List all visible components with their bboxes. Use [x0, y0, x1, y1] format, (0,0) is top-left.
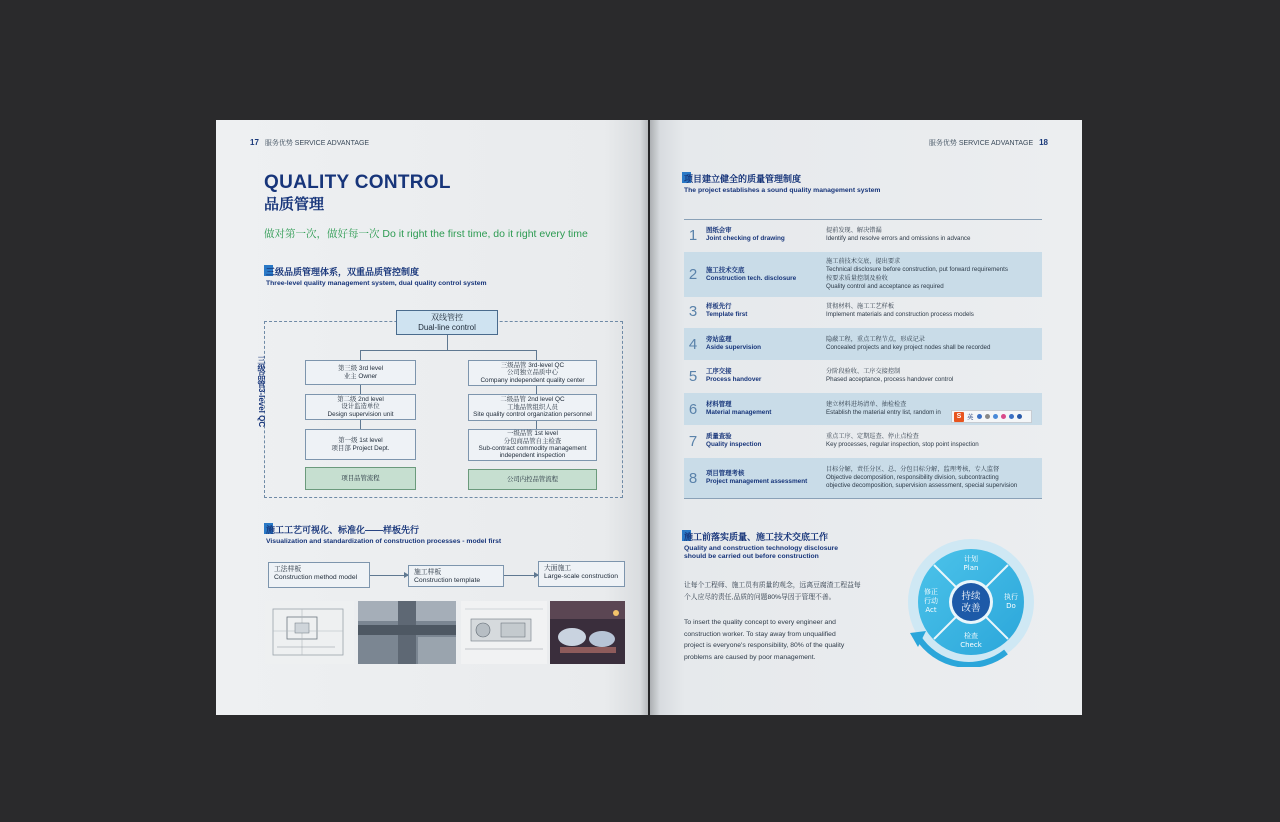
- pdca-cycle-diagram: [906, 537, 1036, 667]
- ime-toolbar[interactable]: [951, 410, 1032, 423]
- toolbox-icon[interactable]: [1009, 414, 1014, 419]
- steel-beam-image: [358, 601, 456, 664]
- paragraph-en: To insert the quality concept to every engineer and construction worker. To stay away from unqualified project is everyone's responsibility, 80% of the quality problems are caused by poor management.: [684, 619, 845, 662]
- item-title: 质量查验 Quality inspection: [706, 433, 762, 448]
- item-desc: 目标分解，责任分区、总、分包目标分解，监理考核，专人监督 Objective decomposition, responsibility division, subcontracting objective decomposition, supervision assessment, special supervision: [826, 465, 1018, 490]
- list-item: [684, 458, 1042, 498]
- pdca-check-en: Check: [960, 641, 982, 649]
- section-title-cn: 施工前落实质量、施工技术交底工作: [684, 532, 829, 542]
- list-item: [684, 296, 1042, 326]
- right-page: [650, 120, 1082, 715]
- box-text: 工地品管组织人员: [506, 403, 559, 411]
- item-number: 6: [688, 400, 698, 418]
- page-title: QUALITY CONTROL: [264, 172, 451, 193]
- flow-step-method-model: [268, 562, 370, 588]
- connector: [360, 350, 361, 360]
- section-title-cn: 项目建立健全的质量管理制度: [684, 174, 802, 184]
- item-desc: 建立材料进场清单、抽检检查 Establish the material entry list, random in: [826, 400, 941, 416]
- flow-text: Large-scale construction: [544, 573, 619, 581]
- flow-text: 施工样板: [414, 569, 442, 576]
- item-title: 旁站监理 Aside supervision: [706, 336, 762, 351]
- connector: [360, 350, 536, 351]
- item-number: 1: [688, 226, 698, 244]
- paragraph-cn: 让每个工程师、施工员有质量的观念，远离豆腐渣工程益每 个人应尽的责任,品质的问题80%导因于管理不善。: [684, 582, 861, 601]
- steel-beam-photo: [358, 601, 456, 664]
- item-number: 5: [688, 367, 698, 385]
- item-title: 工序交接 Process handover: [706, 368, 762, 383]
- box-text: 第一级 1st level: [338, 437, 383, 445]
- dual-line-control-box: [396, 310, 498, 335]
- flow-arrow: [370, 575, 408, 576]
- box-text: 设计监造单位: [341, 403, 380, 411]
- box-text: 二级品管 2nd level QC: [500, 396, 565, 404]
- list-item: [684, 426, 1042, 456]
- section-title-cn: 施工工艺可视化、标准化——样板先行: [266, 525, 420, 535]
- item-number: 7: [688, 432, 698, 450]
- box-text: Design supervision unit: [327, 410, 394, 418]
- item-title: 项目管理考核 Project management assessment: [706, 470, 808, 485]
- item-desc: 隐蔽工程，重点工程节点，形成记录 Concealed projects and key project nodes shall be recorded: [826, 335, 991, 351]
- connector: [536, 350, 537, 360]
- item-title: 施工技术交底 Construction tech. disclosure: [706, 266, 797, 282]
- flow-step-large-scale: [538, 561, 625, 587]
- header-text: 服务优势 SERVICE ADVANTAGE: [928, 140, 1034, 147]
- item-number: 2: [688, 266, 698, 283]
- pdca-do-en: Do: [1006, 602, 1016, 610]
- item-desc: 分阶段验收、工序交接控制 Phased acceptance, process handover control: [826, 367, 954, 383]
- page-title-cn: 品质管理: [264, 196, 325, 213]
- slogan: 做对第一次，做好每一次 Do it right the first time, do it right every time: [264, 228, 588, 240]
- header-text: 服务优势 SERVICE ADVANTAGE: [264, 140, 370, 147]
- item-desc: 贯彻材料、施工工艺样板 Implement materials and construction process models: [826, 302, 974, 318]
- book-spine: [640, 120, 660, 715]
- box-text: independent inspection: [499, 452, 566, 460]
- item-desc: 施工前技术交底，提出要求 Technical disclosure before construction, put forward requirements 按要求质量控制及验收 Quality control and acceptance as required: [826, 258, 1008, 290]
- divider: [684, 498, 1042, 499]
- page-number: 18: [1039, 138, 1048, 147]
- company-quality-center-box: [468, 360, 597, 386]
- vertical-label: 三级品管3-level QC: [257, 356, 266, 428]
- box-text: 业主 Owner: [343, 372, 378, 380]
- section-heading-disclosure: [684, 530, 838, 560]
- connector: [447, 335, 448, 350]
- box-text: 一级品管 1st level: [507, 430, 558, 438]
- box-text: 公司内控品管流程: [506, 475, 559, 483]
- list-item: [684, 361, 1042, 391]
- flow-text: 大面施工: [544, 565, 572, 572]
- item-desc: 重点工序、定期巡查、停止点检查 Key processes, regular inspection, stop point inspection: [826, 432, 979, 448]
- page-number: 17: [250, 138, 259, 147]
- pdca-do-cn: 执行: [1004, 593, 1018, 601]
- equipment-drawing-image: [461, 601, 547, 664]
- item-number: 3: [688, 302, 698, 320]
- list-item: [684, 252, 1042, 297]
- item-number: 4: [688, 335, 698, 353]
- design-supervision-box: [305, 394, 416, 420]
- section-title-en: should be carried out before construction: [684, 553, 819, 560]
- pdca-check-cn: 检查: [964, 632, 978, 640]
- box-text: Dual-line control: [418, 322, 476, 332]
- pump-room-photo: [550, 601, 625, 664]
- page-header: [250, 138, 369, 148]
- page-header: [929, 138, 1048, 148]
- item-title: 图纸会审 Joint checking of drawing: [706, 227, 785, 242]
- box-text: 第二级 2nd level: [337, 395, 384, 403]
- section-title-cn: 三级品质管理体系，双重品质管控制度: [266, 267, 420, 277]
- ime-language-toggle[interactable]: 英: [967, 414, 974, 421]
- equipment-drawing-photo: [461, 601, 547, 664]
- connector: [536, 421, 537, 429]
- pdca-act-cn1: 修正: [924, 588, 938, 596]
- skin-icon[interactable]: [1001, 414, 1006, 419]
- connector: [536, 386, 537, 394]
- box-text: Site quality control organization personnel: [473, 411, 592, 419]
- pdca-center-line2: 改善: [961, 603, 981, 614]
- keyboard-icon[interactable]: [993, 414, 998, 419]
- punctuation-icon[interactable]: [977, 414, 982, 419]
- section-title-en: The project establishes a sound quality management system: [684, 187, 881, 194]
- box-text: 项目部 Project Dept.: [331, 444, 390, 452]
- voice-icon[interactable]: [985, 414, 990, 419]
- left-page: [216, 120, 648, 715]
- flow-step-template: [408, 565, 504, 587]
- section-title-en: Visualization and standardization of construction processes - model first: [266, 538, 502, 545]
- owner-level-box: [305, 360, 416, 385]
- flow-text: 工法样板: [274, 566, 302, 573]
- list-item: [684, 220, 1042, 250]
- flow-text: Construction template: [414, 577, 481, 585]
- list-item: [684, 328, 1042, 360]
- pdca-plan-en: Plan: [963, 564, 979, 572]
- subcontract-inspection-box: [468, 429, 597, 461]
- site-qc-personnel-box: [468, 394, 597, 421]
- section-heading-qms: [266, 265, 487, 287]
- item-number: 8: [688, 469, 698, 487]
- pdca-plan-cn: 计划: [964, 555, 978, 563]
- box-text: Sub-contract commodity management: [478, 445, 587, 452]
- item-title: 样板先行 Template first: [706, 303, 748, 318]
- flow-arrow: [504, 575, 538, 576]
- box-text: 公司独立品质中心: [506, 369, 559, 377]
- box-text: 项目品管流程: [341, 474, 380, 482]
- drawing-photo: [265, 601, 354, 664]
- pdca-act-cn2: 行动: [924, 597, 938, 605]
- pdca-center-line1: 持续: [961, 591, 981, 602]
- sogou-icon[interactable]: S: [954, 412, 964, 422]
- box-text: 双线管控: [431, 313, 463, 323]
- pdca-cycle: [906, 537, 1036, 667]
- section-title-en: Quality and construction technology disclosure: [684, 545, 839, 552]
- connector: [360, 420, 361, 429]
- box-text: 分包商品管自主检查: [503, 437, 562, 445]
- connector: [360, 385, 361, 394]
- pump-room-image: [550, 601, 625, 664]
- box-text: Company independent quality center: [480, 376, 585, 384]
- pdca-act-en: Act: [925, 606, 937, 614]
- section-title-en: Three-level quality management system, dual quality control system: [266, 280, 487, 287]
- settings-icon[interactable]: [1017, 414, 1022, 419]
- box-text: 三级品管 3rd-level QC: [500, 361, 565, 369]
- technical-drawing-image: [265, 601, 354, 664]
- item-desc: 提前发现、解决错漏 Identify and resolve errors and omissions in advance: [826, 226, 971, 242]
- project-qc-process-box: [305, 467, 416, 490]
- item-title: 材料管理 Material management: [706, 401, 772, 416]
- box-text: 第三级 3rd level: [337, 365, 384, 373]
- section-heading-qms-system: [684, 172, 880, 194]
- project-dept-box: [305, 429, 416, 460]
- flow-text: Construction method model: [274, 574, 358, 582]
- company-internal-qc-box: [468, 469, 597, 490]
- section-heading-model-first: [266, 523, 501, 545]
